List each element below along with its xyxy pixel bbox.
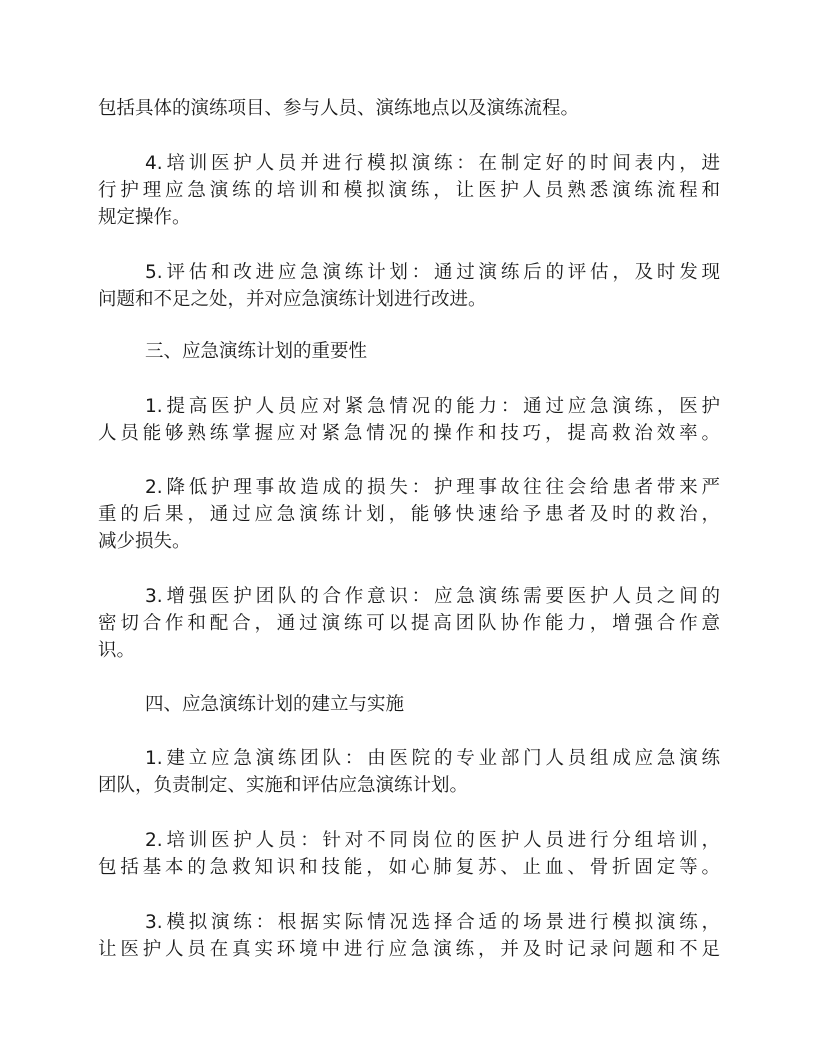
text-line: 四、应急演练计划的建立与实施 <box>145 694 405 715</box>
text-line: 2.培训医护人员：针对不同岗位的医护人员进行分组培训， <box>145 830 720 851</box>
text-line: 包括具体的演练项目、参与人员、演练地点以及演练流程。 <box>98 98 580 119</box>
text-line: 问题和不足之处，并对应急演练计划进行改进。 <box>98 289 487 310</box>
text-line: 1.建立应急演练团队：由医院的专业部门人员组成应急演练 <box>145 748 720 769</box>
text-line: 规定操作。 <box>98 207 191 228</box>
text-line: 包括基本的急救知识和技能，如心肺复苏、止血、骨折固定等。 <box>98 857 720 878</box>
text-line: 3.增强医护团队的合作意识：应急演练需要医护人员之间的 <box>145 586 720 607</box>
text-line: 5.评估和改进应急演练计划：通过演练后的评估，及时发现 <box>145 262 720 283</box>
text-line: 行护理应急演练的培训和模拟演练，让医护人员熟悉演练流程和 <box>98 180 720 201</box>
text-line: 识。 <box>98 640 136 661</box>
text-line: 3.模拟演练：根据实际情况选择合适的场景进行模拟演练， <box>145 912 720 933</box>
text-line: 1.提高医护人员应对紧急情况的能力：通过应急演练，医护 <box>145 396 720 417</box>
text-line: 密切合作和配合，通过演练可以提高团队协作能力，增强合作意 <box>98 613 720 634</box>
text-line: 让医护人员在真实环境中进行应急演练，并及时记录问题和不足 <box>98 939 720 960</box>
text-line: 2.降低护理事故造成的损失：护理事故往往会给患者带来严 <box>145 477 720 498</box>
text-line: 减少损失。 <box>98 531 191 552</box>
text-line: 4.培训医护人员并进行模拟演练：在制定好的时间表内，进 <box>145 153 720 174</box>
text-line: 重的后果，通过应急演练计划，能够快速给予患者及时的救治， <box>98 504 720 525</box>
text-line: 三、应急演练计划的重要性 <box>145 341 368 362</box>
text-line: 团队，负责制定、实施和评估应急演练计划。 <box>98 775 469 796</box>
text-line: 人员能够熟练掌握应对紧急情况的操作和技巧，提高救治效率。 <box>98 423 720 444</box>
